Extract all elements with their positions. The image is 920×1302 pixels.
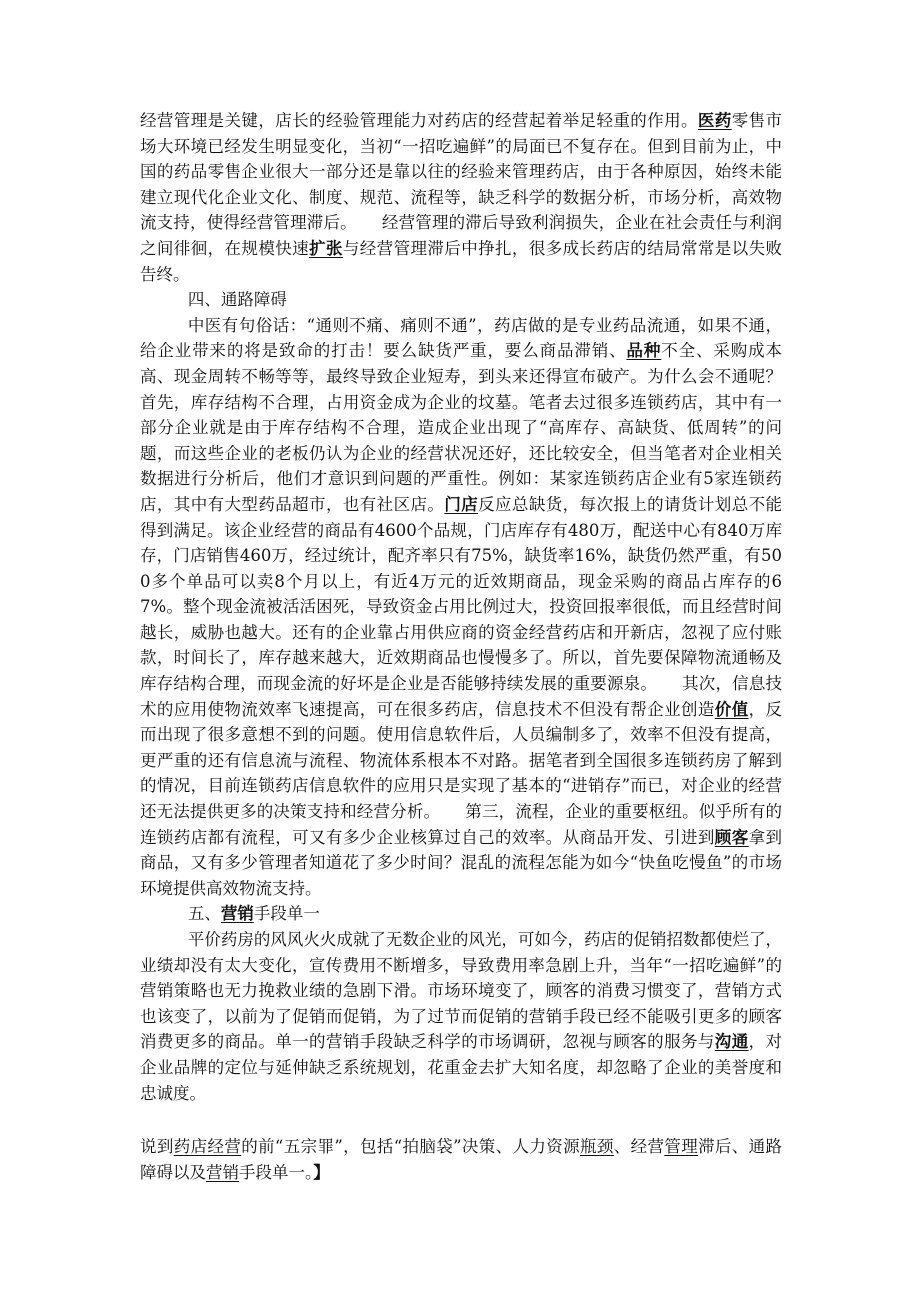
- link-guke[interactable]: 顾客: [714, 827, 749, 847]
- link-yingxiao-heading[interactable]: 营销: [220, 904, 254, 924]
- closing-bracket: 】: [313, 1162, 330, 1182]
- section-heading-5: 五、营销手段单一: [187, 904, 320, 924]
- link-yiyao[interactable]: 医药: [697, 111, 732, 130]
- paragraph-channel: 中医有句俗话：“通则不痛、痛则不通”，药店做的是专业药品流通，如果不通，给企业带来的将是致命的打击！要么缺货严重，要么商品滞销、品种不全、采购成本高、现金周转不畅等等，最终导致企业短寿，到头来还得宣布破产。为什么会不通呢？ 首先，库存结构不合理，占用资金成为企业的坟墓。笔者去过很多连锁药店，其中有一部分企业就是由于库存结构不合理，造成企业出现了“高库存、高缺货、低周转”的问题，而这些企业的老板仍认为企业的经营状况还好，还比较安全，但当笔者对企业相关数据进行分析后，他们才意识到问题的严重性。例如：某家连锁药店企业有5家连锁药店，其中有大型药品超市，也有社区店。门店反应总缺货，每次报上的请货计划总不能得到满足。该企业经营的商品有4600个品规，门店库存有480万，配送中心有840万库存，门店销售460万，经过统计，配齐率只有75%，缺货率16%，缺货仍然严重，有500多个单品可以卖8个月以上，有近4万元的近效期商品，现金采购的商品占库存的67%。整个现金流被活活困死，导致资金占用比例过大，投资回报率很低，而且经营时间越长，威胁也越大。还有的企业靠占用供应商的资金经营药店和开新店，忽视了应付账款，时间长了，库存越来越大，近效期商品也慢慢多了。所以，首先要保障物流通畅及库存结构合理，而现金流的好坏是企业是否能够持续发展的重要源泉。 其次，信息技术的应用使物流效率飞速提高，可在很多药店，信息技术不但没有帮企业创造价值，反而出现了很多意想不到的问题。使用信息软件后，人员编制多了，效率不但没有提高，更严重的还有信息流与流程、物流体系根本不对路。据笔者到全国很多连锁药房了解到的情况，目前连锁药店信息软件的应用只是实现了基本的“进销存”而已，对企业的经营还无法提供更多的决策支持和经营分析。 第三，流程，企业的重要枢纽。似乎所有的连锁药店都有流程，可又有多少企业核算过自己的效率。从商品开发、引进到顾客拿到商品，又有多少管理者知道花了多少时间？混乱的流程怎能为如今“快鱼吃慢鱼”的市场环境提供高效物流支持。: [140, 315, 815, 898]
- paragraph-management: 经营管理是关键，店长的经验管理能力对药店的经营起着举足轻重的作用。医药零售市场大环境已经发生明显变化，当初“一招吃遍鲜”的局面已不复存在。但到目前为止，中国的药品零售企业很大一部分还是靠以往的经验来管理药店，由于各种原因，始终未能建立现代化企业文化、制度、规范、流程等，缺乏科学的数据分析，市场分析，高效物流支持，使得经营管理滞后。 经营管理的滞后导致利润损失，企业在社会责任与利润之间徘徊，在规模快速扩张与经营管理滞后中挣扎，很多成长药店的结局常常是以失败告终。: [140, 111, 783, 284]
- link-pingjing[interactable]: 瓶颈: [579, 1137, 614, 1157]
- link-goutong[interactable]: 沟通: [714, 1032, 749, 1052]
- link-yaodian-jingying[interactable]: 药店经营: [173, 1137, 242, 1157]
- link-pinzhong[interactable]: 品种: [626, 341, 662, 361]
- paragraph-gap: [140, 1106, 782, 1134]
- link-guanli[interactable]: 管理: [664, 1137, 699, 1157]
- section-heading-4: 四、通路障碍: [187, 290, 287, 310]
- paragraph-summary: 说到药店经营的前“五宗罪”，包括“拍脑袋”决策、人力资源瓶颈、经营管理滞后、通路障碍以及营销手段单一。】: [140, 1137, 783, 1182]
- paragraph-marketing: 平价药房的风风火火成就了无数企业的风光，可如今，药店的促销招数都使烂了，业绩却没有太大变化，宣传费用不断增多，导致费用率急剧上升，当年“一招吃遍鲜”的营销策略也无力挽救业绩的急剧下滑。市场环境变了，顾客的消费习惯变了，营销方式也该变了，以前为了促销而促销，为了过节而促销的营销手段已经不能吸引更多的顾客消费更多的商品。单一的营销手段缺乏科学的市场调研，忽视与顾客的服务与沟通，对企业品牌的定位与延伸缺乏系统规划，花重金去扩大知名度，却忽略了企业的美誉度和忠诚度。: [140, 930, 783, 1103]
- link-kuozhang[interactable]: 扩张: [309, 238, 343, 258]
- link-mendian[interactable]: 门店: [444, 494, 479, 514]
- link-jiazhi[interactable]: 价值: [714, 699, 749, 719]
- link-yingxiao-summary[interactable]: 营销: [206, 1162, 239, 1182]
